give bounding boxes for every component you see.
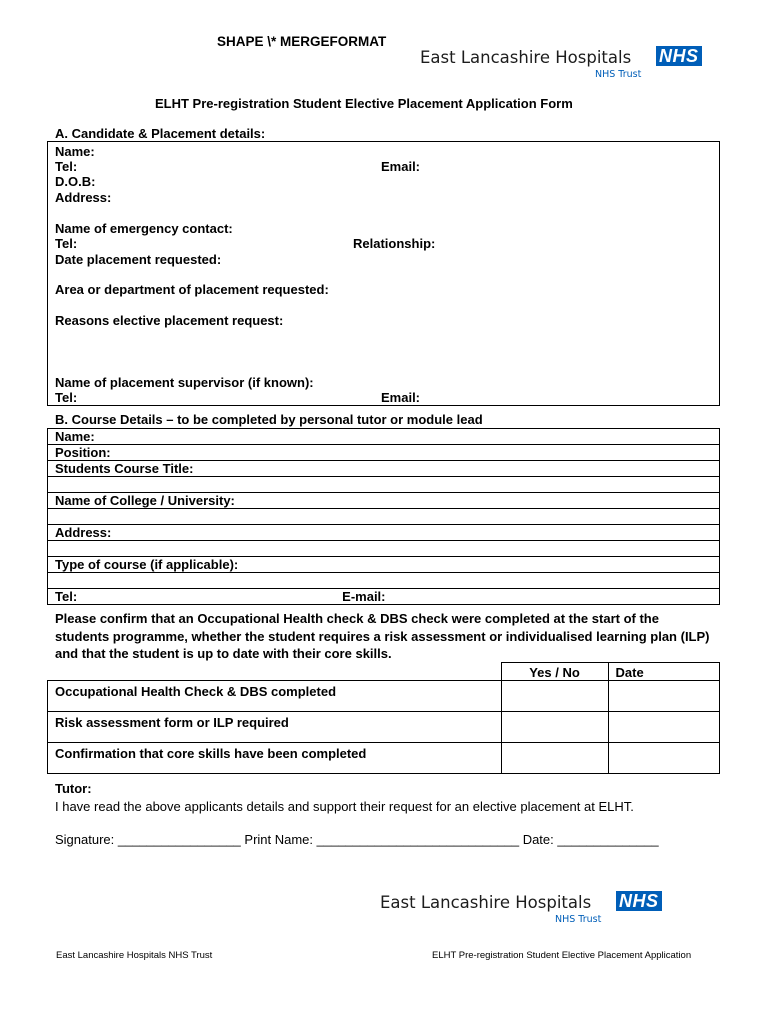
section-a-heading: A. Candidate & Placement details: [55,126,266,141]
blank-row[interactable] [48,541,720,557]
emergency-contact-label: Name of emergency contact: [55,221,233,236]
elht-logo-bottom [380,893,680,929]
header-field-code: SHAPE \* MERGEFORMAT [217,34,387,49]
course-tel-label: Tel: [55,588,78,604]
checks-header-blank [48,663,502,681]
candidate-tel-label: Tel: [55,159,78,174]
dob-label: D.O.B: [55,174,96,189]
section-a-box[interactable] [47,141,720,406]
blank-row[interactable] [48,477,720,493]
check-yes-no-cell[interactable] [501,681,608,712]
footer-left: East Lancashire Hospitals NHS Trust [56,950,213,961]
candidate-email-label: Email: [381,159,421,174]
course-title-field[interactable]: Students Course Title: [48,461,720,477]
check-date-cell[interactable] [608,712,720,743]
tutor-statement: I have read the above applicants details and support their request for an elective placement at ELHT. [55,799,634,814]
logo-name: East Lancashire Hospitals [420,48,632,67]
yes-no-header: Yes / No [501,663,608,681]
relationship-label: Relationship: [353,236,436,251]
supervisor-label: Name of placement supervisor (if known): [55,375,314,390]
check-row-label: Occupational Health Check & DBS completed [48,681,502,712]
date-header: Date [608,663,720,681]
supervisor-email-label: Email: [381,390,421,405]
college-address-field[interactable]: Address: [48,525,720,541]
checks-table [47,662,720,774]
check-yes-no-cell[interactable] [501,712,608,743]
signature-line[interactable]: Signature: _________________ Print Name: ____________________________ Date: ______________ [55,832,659,847]
section-b-heading: B. Course Details – to be completed by personal tutor or module lead [55,412,483,427]
college-field[interactable]: Name of College / University: [48,493,720,509]
logo-trust: NHS Trust [555,914,602,925]
check-date-cell[interactable] [608,743,720,774]
tutor-name-field[interactable]: Name: [48,429,720,445]
check-row-label: Confirmation that core skills have been completed [48,743,502,774]
course-details-table [47,428,720,605]
footer-right: ELHT Pre-registration Student Elective Placement Application [432,950,692,961]
blank-row[interactable] [48,509,720,525]
logo-name: East Lancashire Hospitals [380,893,592,912]
elht-logo-top [420,48,720,84]
emergency-tel-label: Tel: [55,236,78,251]
blank-row[interactable] [48,573,720,589]
nhs-badge: NHS [616,891,662,911]
logo-trust: NHS Trust [595,69,642,80]
check-row-label: Risk assessment form or ILP required [48,712,502,743]
tutor-heading: Tutor: [55,781,92,796]
date-requested-label: Date placement requested: [55,252,222,267]
course-email-label: E-mail: [342,588,386,604]
address-label: Address: [55,190,112,205]
confirmation-text: Please confirm that an Occupational Health check & DBS check were completed at the start of the students programme, whether the student requires a risk assessment or individualised learning plan (ILP) and that the student is up to date with their core skills. [55,611,710,661]
position-field[interactable]: Position: [48,445,720,461]
course-contact-row[interactable] [48,589,720,605]
check-date-cell[interactable] [608,681,720,712]
candidate-name-label: Name: [55,144,95,159]
check-yes-no-cell[interactable] [501,743,608,774]
course-type-field[interactable]: Type of course (if applicable): [48,557,720,573]
reasons-label: Reasons elective placement request: [55,313,284,328]
nhs-badge: NHS [656,46,702,66]
area-department-label: Area or department of placement requested: [55,282,329,297]
form-title: ELHT Pre-registration Student Elective Placement Application Form [155,96,573,111]
supervisor-tel-label: Tel: [55,390,78,405]
